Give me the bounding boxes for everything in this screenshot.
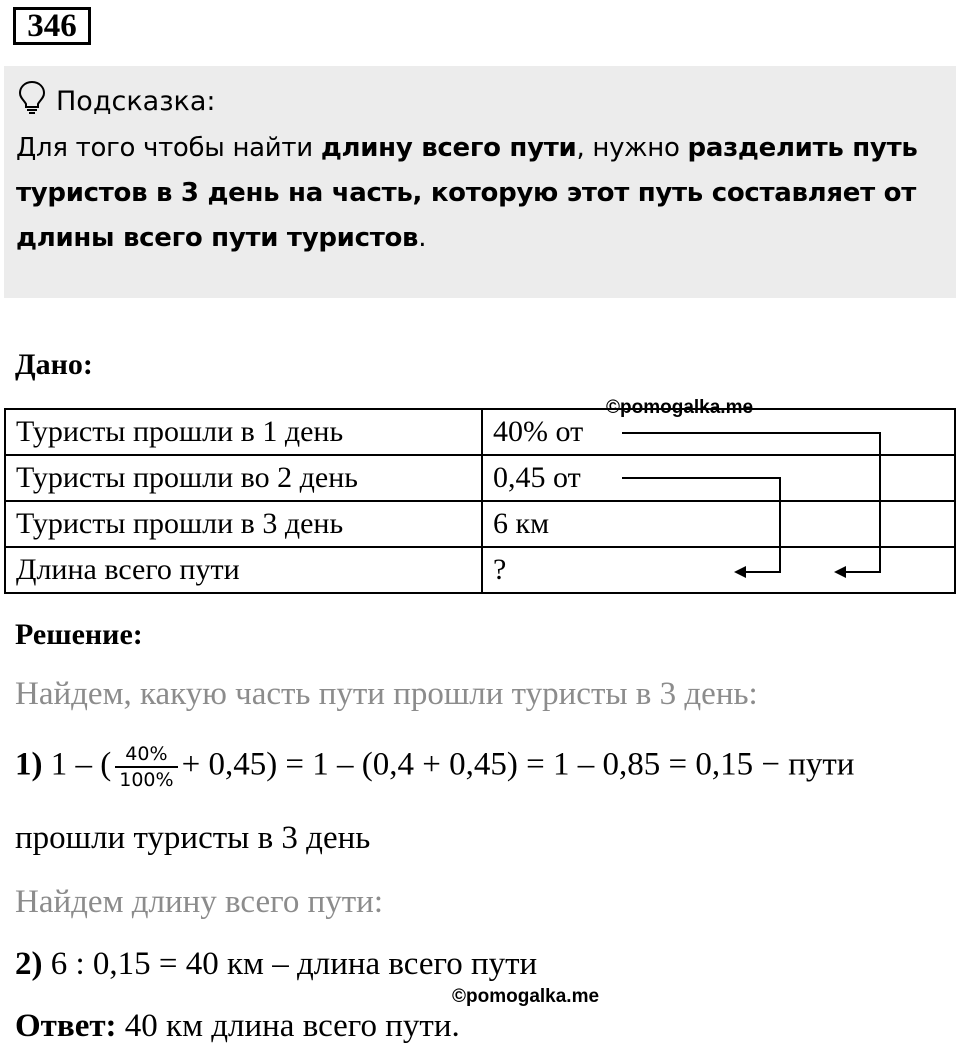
- given-value: 40% от: [482, 409, 955, 455]
- given-value: ?: [482, 547, 955, 593]
- task-number: 346: [13, 7, 91, 45]
- given-value: 6 км: [482, 501, 955, 547]
- hint-part-bold: разделить путь туристов в 3 день на часть, которую этот путь составляет от длины всего пути туристов: [16, 133, 918, 253]
- given-label: Длина всего пути: [5, 547, 482, 593]
- step1-intro: Найдем, какую часть пути прошли туристы в 3 день:: [15, 676, 758, 712]
- step1-pre: 1 – (: [50, 746, 112, 783]
- answer-text: 40 км длина всего пути.: [124, 1008, 460, 1044]
- step1-post: + 0,45) = 1 – (0,4 + 0,45) = 1 – 0,85 = 0,15 − пути: [181, 746, 855, 783]
- fraction-numerator: 40%: [115, 742, 177, 768]
- fraction: [115, 742, 177, 792]
- hint-part-bold: длину всего пути: [320, 133, 577, 163]
- hint-part: .: [418, 223, 427, 253]
- fraction-denominator: 100%: [119, 769, 174, 791]
- answer-line: [15, 1008, 460, 1045]
- step2-text: 6 : 0,15 = 40 км – длина всего пути: [50, 946, 538, 982]
- answer-label: Ответ:: [15, 1008, 117, 1044]
- step2-line: [15, 946, 537, 983]
- given-label: Туристы прошли в 3 день: [5, 501, 482, 547]
- watermark: ©pomogalka.me: [606, 397, 754, 418]
- hint-title-text: Подсказка:: [56, 85, 216, 117]
- watermark: ©pomogalka.me: [452, 986, 600, 1007]
- arrowhead-2: [734, 566, 746, 578]
- solution-title: Решение:: [15, 618, 143, 651]
- hint-part: , нужно: [576, 133, 688, 163]
- given-label: Туристы прошли в 1 день: [5, 409, 482, 455]
- step1-line: [15, 742, 854, 792]
- arrow-1: [622, 433, 880, 572]
- step1-label: 1): [15, 746, 43, 783]
- step2-intro: Найдем длину всего пути:: [15, 884, 383, 920]
- given-label: Туристы прошли во 2 день: [5, 455, 482, 501]
- given-value: 0,45 от: [482, 455, 955, 501]
- step1-continuation: прошли туристы в 3 день: [15, 820, 371, 856]
- given-title: Дано:: [15, 348, 93, 381]
- hint-part: Для того чтобы найти: [16, 133, 321, 163]
- arrow-2: [622, 478, 780, 572]
- step2-label: 2): [15, 946, 43, 982]
- arrowhead-1: [834, 566, 846, 578]
